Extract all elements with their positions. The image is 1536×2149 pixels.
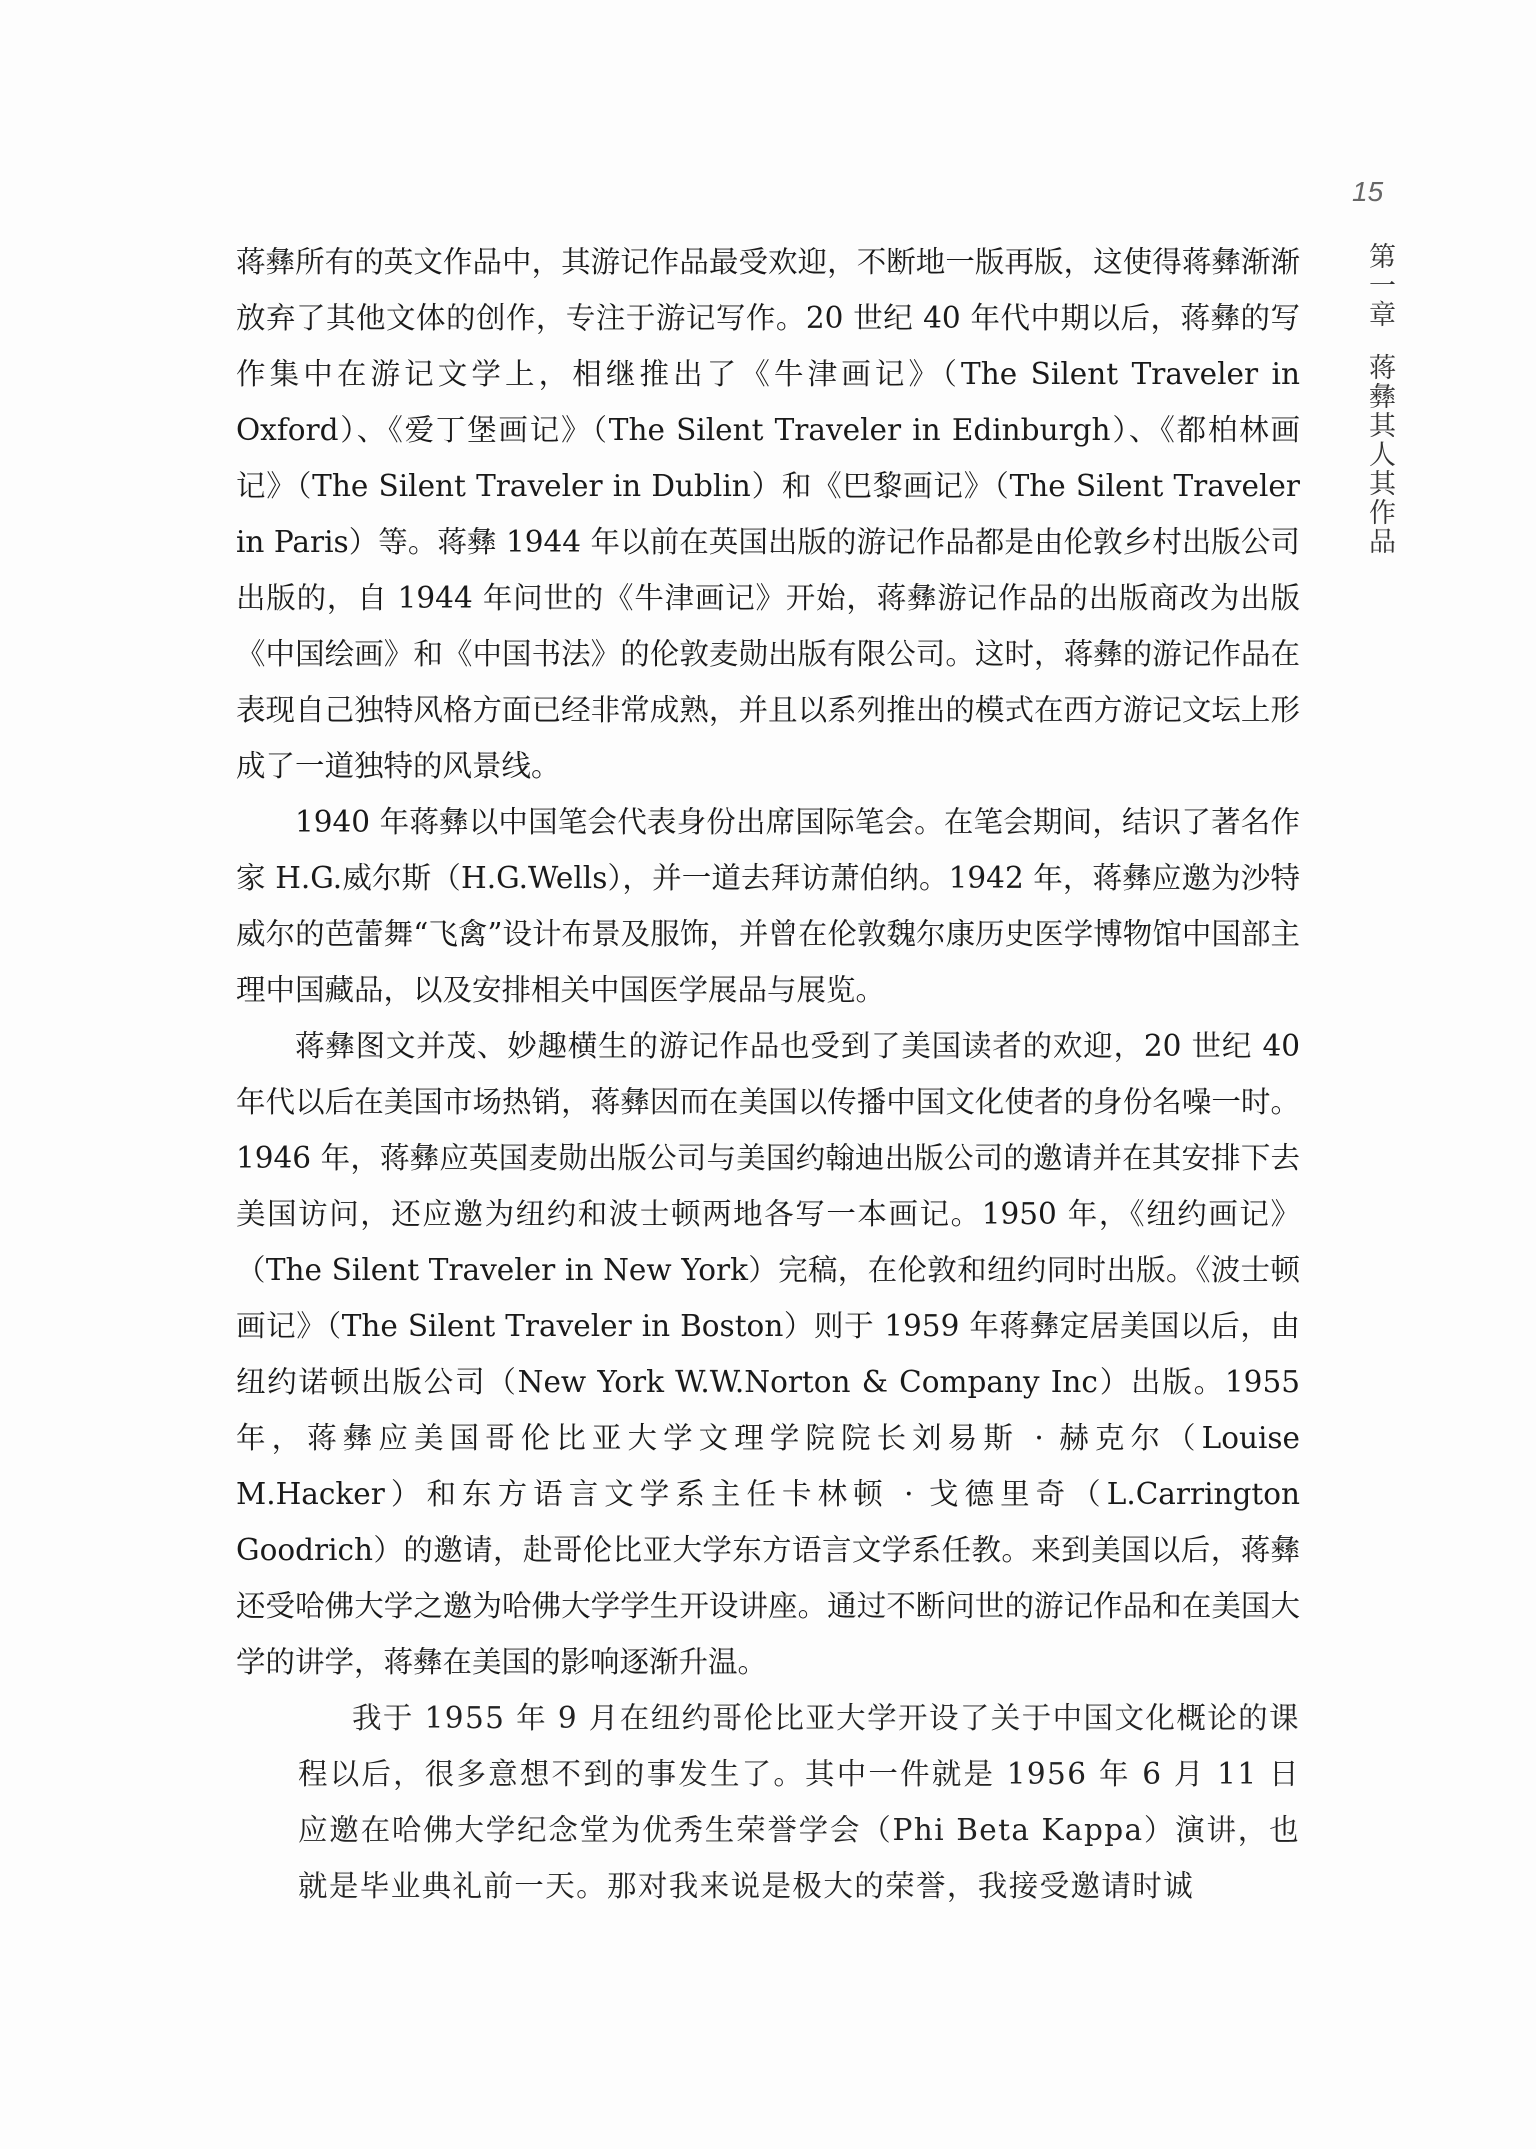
running-head-chapter: 第一章 (1364, 242, 1395, 329)
page-number: 15 (1352, 176, 1384, 207)
paragraph-america: 蒋彝图文并茂、妙趣横生的游记作品也受到了美国读者的欢迎，20 世纪 40 年代以后在美国市场热销，蒋彝因而在美国以传播中国文化使者的身份名噪一时。1946 年，蒋彝应英国麦勋出版公司与美国约翰迪出版公司的邀请并在其安排下去美国访问，还应邀为纽约和波士顿两地各写一本画记。1950 年，《纽约画记》（The Silent Traveler in New York）完稿，在伦敦和纽约同时出版。《波士顿画记》（The Silent Traveler in Boston）则于 1959 年蒋彝定居美国以后，由纽约诺顿出版公司（New York W.W.Norton & Company Inc）出版。1955 年，蒋彝应美国哥伦比亚大学文理学院院长刘易斯 · 赫克尔（Louise M.Hacker）和东方语言文学系主任卡林顿 · 戈德里奇（L.Carrington Goodrich）的邀请，赴哥伦比亚大学东方语言文学系任教。来到美国以后，蒋彝还受哈佛大学之邀为哈佛大学学生开设讲座。通过不断问世的游记作品和在美国大学的讲学，蒋彝在美国的影响逐渐升温。 (236, 1029, 1300, 1679)
block-quote: 我于 1955 年 9 月在纽约哥伦比亚大学开设了关于中国文化概论的课程以后，很多意想不到的事发生了。其中一件就是 1956 年 6 月 11 日应邀在哈佛大学纪念堂为优秀生荣誉学会（Phi Beta Kappa）演讲，也就是毕业典礼前一天。那对我来说是极大的荣誉，我接受邀请时诚 (298, 1701, 1300, 1903)
body-text (236, 234, 1300, 1914)
paragraph-pen-congress: 1940 年蒋彝以中国笔会代表身份出席国际笔会。在笔会期间，结识了著名作家 H.G.威尔斯（H.G.Wells），并一道去拜访萧伯纳。1942 年，蒋彝应邀为沙特威尔的芭蕾舞“飞禽”设计布景及服饰，并曾在伦敦魏尔康历史医学博物馆中国部主理中国藏品，以及安排相关中国医学展品与展览。 (236, 805, 1300, 1007)
paragraph-travelogues: 蒋彝所有的英文作品中，其游记作品最受欢迎，不断地一版再版，这使得蒋彝渐渐放弃了其他文体的创作，专注于游记写作。20 世纪 40 年代中期以后，蒋彝的写作集中在游记文学上，相继推出了《牛津画记》（The Silent Traveler in Oxford）、《爱丁堡画记》（The Silent Traveler in Edinburgh）、《都柏林画记》（The Silent Traveler in Dublin）和《巴黎画记》（The Silent Traveler in Paris）等。蒋彝 1944 年以前在英国出版的游记作品都是由伦敦乡村出版公司出版的，自 1944 年问世的《牛津画记》开始，蒋彝游记作品的出版商改为出版《中国绘画》和《中国书法》的伦敦麦勋出版有限公司。这时，蒋彝的游记作品在表现自己独特风格方面已经非常成熟，并且以系列推出的模式在西方游记文坛上形成了一道独特的风景线。 (236, 245, 1300, 783)
running-head-title: 蒋彝其人其作品 (1364, 353, 1395, 556)
running-head (1356, 242, 1396, 556)
